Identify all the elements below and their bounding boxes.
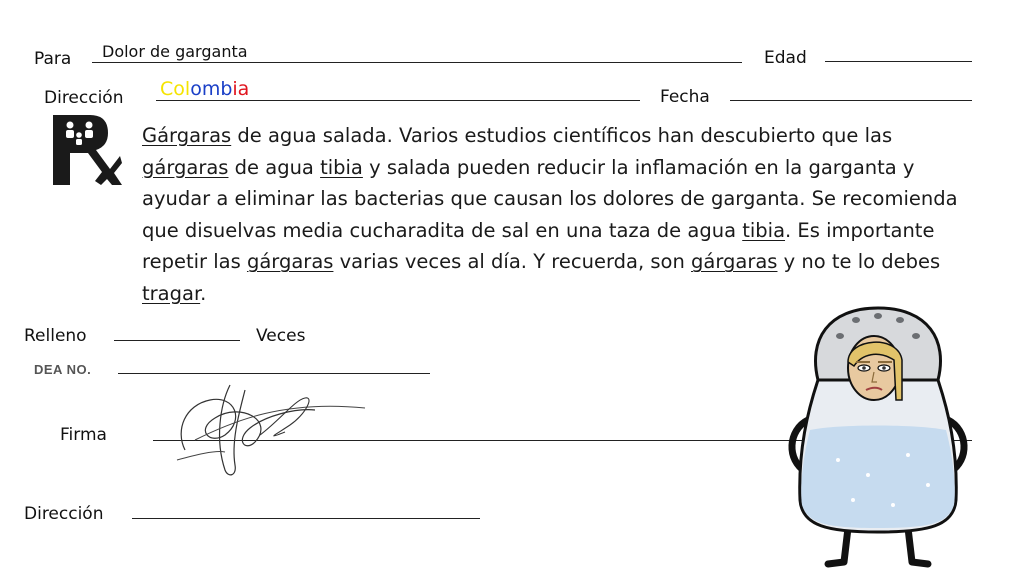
veces-label: Veces (256, 326, 306, 346)
relleno-label: Relleno (24, 326, 87, 346)
paragraph-text: . Es importante repetir las (142, 218, 935, 274)
rx-prescription-icon (50, 113, 122, 185)
paragraph-text: de agua (228, 155, 321, 179)
direccion-value-letter: i (232, 78, 238, 100)
salt-shaker-character (778, 300, 978, 576)
underlined-word: Gárgaras (142, 124, 232, 147)
relleno-line (114, 340, 240, 341)
direccion-value-letter: m (201, 78, 221, 100)
firma-label: Firma (60, 425, 107, 445)
direccion2-line (132, 518, 480, 519)
direccion2-label: Dirección (24, 504, 104, 524)
underlined-word: tibia (320, 155, 363, 179)
underlined-word: tragar (142, 281, 201, 305)
paragraph-text: varias veces al día. Y recuerda, son (333, 250, 692, 274)
underlined-word: tibia (742, 218, 786, 242)
edad-label: Edad (764, 48, 807, 68)
paragraph-text: . (200, 281, 207, 305)
direccion-value-letter: b (220, 78, 233, 100)
dea-label: DEA NO. (34, 362, 92, 377)
fecha-line (730, 100, 972, 101)
direccion-value-letter: C (160, 78, 174, 100)
direccion-value-letter: a (237, 78, 250, 100)
underlined-word: gárgaras (142, 155, 229, 179)
dea-line (118, 373, 430, 374)
paragraph-text: de agua salada. Varios estudios científicos han descubierto que las (231, 124, 893, 147)
para-label: Para (34, 49, 72, 69)
signature-scribble (165, 380, 375, 480)
para-line (92, 62, 742, 63)
fecha-label: Fecha (660, 87, 710, 107)
paragraph-text: y no te lo debes (777, 250, 941, 274)
edad-line (825, 61, 972, 62)
rx-paragraph (142, 120, 972, 310)
direccion-value-letter: l (184, 78, 191, 100)
direccion-value-letter: o (190, 78, 202, 100)
paragraph-text: y salada pueden reducir la inflamación en la garganta y ayudar a eliminar las bacterias que causan los dolores de garganta. Se recomienda que disuelvas media cucharadita de sal en una taza de agua (142, 155, 958, 242)
underlined-word: gárgaras (691, 250, 778, 274)
para-value: Dolor de garganta (102, 42, 248, 61)
direccion-value (160, 78, 249, 100)
direccion-label: Dirección (44, 88, 124, 108)
direccion-value-letter: o (173, 78, 185, 100)
underlined-word: gárgaras (246, 250, 334, 274)
direccion-line (156, 100, 640, 101)
